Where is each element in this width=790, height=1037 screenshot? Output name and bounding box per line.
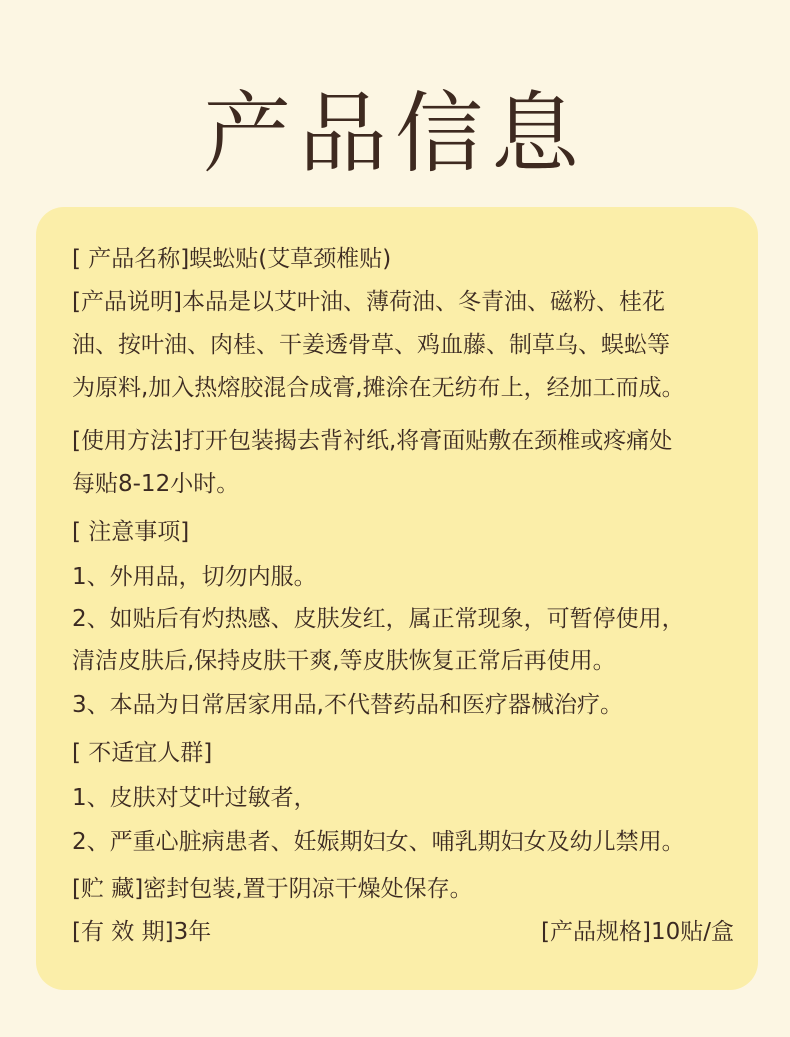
product-info-card: [36, 207, 758, 990]
precaution-item-2-cont: 清洁皮肤后,保持皮肤干爽,等皮肤恢复正常后再使用。: [72, 648, 616, 674]
precaution-item-2: 2、如贴后有灼热感、皮肤发红，属正常现象，可暂停使用，: [72, 606, 685, 632]
precaution-item-3: 3、本品为日常居家用品,不代替药品和医疗器械治疗。: [72, 692, 623, 718]
precautions-heading: [ 注意事项]: [72, 519, 190, 545]
storage-line: [贮 藏]密封包装,置于阴凉干燥处保存。: [72, 876, 473, 902]
usage-line-2: 每贴8-12小时。: [72, 471, 240, 497]
product-spec: [产品规格]10贴/盒: [541, 919, 734, 945]
description-line-3: 为原料,加入热熔胶混合成膏,摊涂在无纺布上，经加工而成。: [72, 375, 685, 401]
page-title: 产品信息: [202, 82, 587, 185]
contraindication-item-1: 1、皮肤对艾叶过敏者，: [72, 785, 317, 811]
precaution-item-1: 1、外用品，切勿内服。: [72, 564, 317, 590]
product-name-line: [ 产品名称]蜈蚣贴(艾草颈椎贴): [72, 246, 392, 272]
contraindications-heading: [ 不适宜人群]: [72, 740, 213, 766]
description-line-2: 油、按叶油、肉桂、干姜透骨草、鸡血藤、制草乌、蜈蚣等: [72, 332, 670, 358]
usage-line-1: [使用方法]打开包装揭去背衬纸,将膏面贴敷在颈椎或疼痛处: [72, 428, 673, 454]
description-line-1: [产品说明]本品是以艾叶油、薄荷油、冬青油、磁粉、桂花: [72, 289, 665, 315]
contraindication-item-2: 2、严重心脏病患者、妊娠期妇女、哺乳期妇女及幼儿禁用。: [72, 829, 685, 855]
validity-period: [有 效 期]3年: [72, 919, 212, 945]
